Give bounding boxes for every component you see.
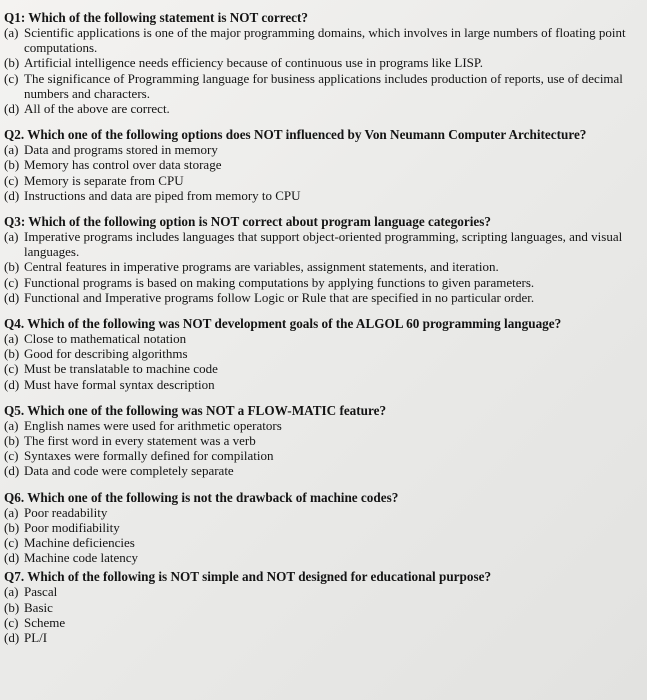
question-1-title: Q1: Which of the following statement is NOT correct? xyxy=(4,10,309,25)
option-text: Memory is separate from CPU xyxy=(24,172,184,188)
option-label: (a) xyxy=(4,331,19,347)
option-label: (a) xyxy=(4,584,19,600)
option-text: Central features in imperative programs are variables, assignment statements, and iteration. xyxy=(24,259,499,275)
option-text: Syntaxes were formally defined for compilation xyxy=(24,448,274,464)
option-text: PL/I xyxy=(24,630,48,646)
question-2-option-b xyxy=(4,157,637,172)
question-6-option-b xyxy=(4,520,637,535)
option-label: (c) xyxy=(4,614,19,630)
question-3-option-c xyxy=(4,275,637,290)
option-text: English names were used for arithmetic operators xyxy=(24,417,282,433)
option-label: (b) xyxy=(4,599,20,615)
option-label: (a) xyxy=(4,229,19,245)
question-2-option-c xyxy=(4,173,637,188)
question-2 xyxy=(4,127,637,203)
option-label: (c) xyxy=(4,535,19,551)
option-label: (d) xyxy=(4,101,20,117)
option-label: (a) xyxy=(4,417,19,433)
option-text: Artificial intelligence needs efficiency because of continuous use in programs like LISP. xyxy=(24,55,483,71)
question-6-option-d xyxy=(4,550,637,565)
option-label: (d) xyxy=(4,289,20,305)
option-label: (c) xyxy=(4,448,19,464)
question-5-title: Q5. Which one of the following was NOT a FLOW-MATIC feature? xyxy=(4,402,387,418)
option-text: Scientific applications is one of the major programming domains, which involves in large numbers of floating point computations. xyxy=(24,25,626,56)
question-4-option-a xyxy=(4,331,637,346)
option-label: (b) xyxy=(4,259,20,275)
question-6-title: Q6. Which one of the following is not the drawback of machine codes? xyxy=(4,489,399,505)
question-3-option-a xyxy=(4,229,637,259)
question-6 xyxy=(4,490,637,566)
question-2-title: Q2. Which one of the following options does NOT influenced by Von Neumann Computer Architecture? xyxy=(4,127,587,143)
option-label: (d) xyxy=(4,463,20,479)
option-label: (b) xyxy=(4,519,20,535)
question-7-option-b xyxy=(4,600,637,615)
option-label: (a) xyxy=(4,142,19,158)
option-label: (d) xyxy=(4,187,20,203)
option-text: Poor readability xyxy=(24,504,108,520)
option-label: (d) xyxy=(4,376,20,392)
option-label: (c) xyxy=(4,274,19,290)
question-4-option-d xyxy=(4,377,637,392)
question-3-option-d xyxy=(4,290,637,305)
question-6-option-a xyxy=(4,505,637,520)
question-7-option-c xyxy=(4,615,637,630)
option-text: All of the above are correct. xyxy=(24,101,170,117)
option-text: Basic xyxy=(24,599,53,615)
option-label: (d) xyxy=(4,630,20,646)
question-7-title: Q7. Which of the following is NOT simple and NOT designed for educational purpose? xyxy=(4,569,492,585)
question-5-option-c xyxy=(4,448,637,463)
question-3-title: Q3: Which of the following option is NOT correct about program language categories? xyxy=(4,214,491,230)
option-text: Instructions and data are piped from memory to CPU xyxy=(24,187,301,203)
option-label: (c) xyxy=(4,172,19,188)
option-label: (c) xyxy=(4,70,19,86)
option-text: Data and programs stored in memory xyxy=(24,142,218,158)
option-label: (b) xyxy=(4,55,20,71)
question-6-option-c xyxy=(4,535,637,550)
question-4-option-c xyxy=(4,361,637,376)
option-text: Memory has control over data storage xyxy=(24,157,222,173)
option-text: The significance of Programming language for business applications includes production of reports, use of decimal numbers and characters. xyxy=(24,70,623,101)
option-label: (c) xyxy=(4,361,19,377)
option-label: (b) xyxy=(4,433,20,449)
question-2-option-d xyxy=(4,188,637,203)
option-text: Poor modifiability xyxy=(24,519,120,535)
option-text: Scheme xyxy=(24,614,66,630)
option-text: Imperative programs includes languages that support object-oriented programming, scripting languages, and visual languages. xyxy=(24,229,623,260)
option-text: Machine deficiencies xyxy=(24,535,135,551)
question-4 xyxy=(4,316,637,392)
question-4-option-b xyxy=(4,346,637,361)
question-3-option-b xyxy=(4,259,637,274)
question-5 xyxy=(4,403,637,479)
question-2-option-a xyxy=(4,142,637,157)
question-1-option-d xyxy=(4,101,637,116)
question-3 xyxy=(4,214,637,305)
option-label: (a) xyxy=(4,25,19,40)
option-text: Machine code latency xyxy=(24,550,139,566)
question-5-option-a xyxy=(4,418,637,433)
question-1 xyxy=(4,10,637,116)
question-7 xyxy=(4,569,637,645)
option-text: Must have formal syntax description xyxy=(24,376,215,392)
question-7-option-a xyxy=(4,584,637,599)
option-text: Good for describing algorithms xyxy=(24,346,188,362)
question-5-option-b xyxy=(4,433,637,448)
question-1-option-a xyxy=(4,25,637,55)
question-1-option-b xyxy=(4,55,637,70)
question-5-option-d xyxy=(4,463,637,478)
option-label: (d) xyxy=(4,550,20,566)
option-text: The first word in every statement was a verb xyxy=(24,433,256,449)
option-label: (b) xyxy=(4,346,20,362)
question-4-title: Q4. Which of the following was NOT development goals of the ALGOL 60 programming language? xyxy=(4,316,562,332)
option-text: Functional and Imperative programs follow Logic or Rule that are specified in no particular order. xyxy=(24,289,535,305)
option-text: Must be translatable to machine code xyxy=(24,361,218,377)
question-7-option-d xyxy=(4,630,637,645)
option-text: Pascal xyxy=(24,584,58,600)
option-text: Data and code were completely separate xyxy=(24,463,234,479)
question-1-option-c xyxy=(4,71,637,101)
option-label: (b) xyxy=(4,157,20,173)
option-text: Functional programs is based on making computations by applying functions to given parameters. xyxy=(24,274,535,290)
option-label: (a) xyxy=(4,504,19,520)
option-text: Close to mathematical notation xyxy=(24,331,187,347)
